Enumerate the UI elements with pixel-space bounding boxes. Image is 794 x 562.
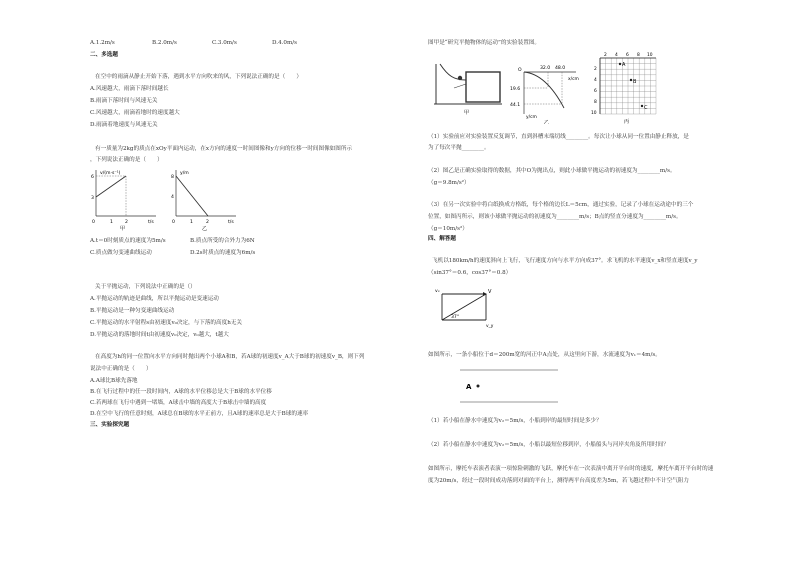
option: C.若两球在飞行中遇到一堵墙，A球击中墙的高度大于B球击中墙的高度	[90, 400, 267, 406]
sub-question: （1）实验前应对实验装置反复调节，直到斜槽末端切线________。每次让小球从同一位置由静止释放，是	[428, 134, 689, 140]
option-c: C.3.0m/s	[212, 40, 237, 46]
v-arrow	[442, 294, 486, 320]
origin-label: O	[518, 68, 522, 73]
grid-figure	[590, 50, 660, 124]
sub-question: （2）图乙是正确实验取得的数据，其中O为抛出点，则此小球做平抛运动的初速度为________m/s。	[428, 168, 676, 174]
y-axis-label: v/(m·s⁻¹)	[100, 171, 121, 176]
tick-label: 19.6	[510, 87, 521, 92]
question-stem: 如图所示，摩托车表演者表演一项惊险刺激的飞跃，摩托车在一次表演中离开平台时的速度，摩托车离开平台时的速	[428, 466, 714, 472]
question-stem: 在高度为h的同一位置向水平方向同时抛出两个小球A和B，若A球的初速度v_A大于B球的初速度v_B，则下列	[95, 354, 365, 360]
figure-caption: 甲	[120, 226, 126, 232]
question-stem: （sin37°＝0.6，cos37°＝0.8）	[428, 270, 512, 276]
trajectory-curve	[524, 72, 564, 108]
option: D.2s时质点的速度为6m/s	[190, 250, 256, 256]
sub-question: （1）若小船在静水中速度为v₂＝5m/s，小船到岸的最短时间是多少？	[428, 418, 602, 424]
option: B.平抛运动是一种匀变速曲线运动	[90, 308, 175, 314]
vx-label: vₓ	[435, 289, 440, 294]
option: A.A球比B球先落地	[90, 378, 138, 384]
tick-label: 8	[171, 175, 174, 180]
figure-caption: 甲	[464, 110, 470, 116]
option-b: B.2.0m/s	[152, 40, 177, 46]
tick-label: 6	[626, 53, 629, 58]
tick-label: 1	[110, 220, 113, 225]
tick-label: 3	[91, 196, 94, 201]
graph-line	[176, 176, 208, 216]
section-heading-3: 三、实验探究题	[90, 422, 130, 428]
point-label: B	[633, 79, 637, 85]
apparatus-figure	[430, 54, 506, 116]
point-a-marker	[477, 385, 480, 388]
grid-lines	[600, 58, 656, 114]
y-axis-label: y/cm	[526, 115, 537, 120]
tick-label: 4	[615, 53, 618, 58]
tick-label: 44.1	[510, 103, 521, 108]
sub-question: （3）在另一次实验中将白纸换成方格纸，每个格的边长L＝5cm，通过实验，记录了小球在运动途中的三个	[428, 202, 694, 208]
option: C.质点做匀变速曲线运动	[90, 250, 152, 256]
question-stem: 度为20m/s，经过一段时间成功落到对面的平台上，测得两平台高度差为5m，若飞越过程中不计空气阻力	[428, 478, 689, 484]
y-axis-label: y/m	[180, 171, 189, 176]
experiment-intro: 图甲是“研究平抛物体的运动”的实验装置图。	[428, 40, 541, 46]
support	[454, 84, 466, 88]
option: B.质点所受的合外力为6N	[190, 238, 255, 244]
sub-question: （g＝9.8m/s²）	[428, 180, 470, 186]
question-stem: 说法中正确的是（ ）	[90, 366, 152, 372]
question-stem: 有一质量为2kg的质点在xOy平面内运动，在x方向的速度一时间图像和y方向的位移一时间图像如图所示	[95, 146, 353, 152]
option: C.风速越大，雨滴着地时的速度越大	[90, 110, 180, 116]
question-stem: 如图所示，一条小船位于d＝200m宽的河正中A点处，从这里向下游，水流速度为v₁＝4m/s。	[428, 352, 661, 358]
v-label: V	[488, 289, 492, 295]
tick-label: 6	[594, 89, 597, 94]
tick-label: 2	[604, 53, 607, 58]
tick-label: 2	[594, 67, 597, 72]
point-label: C	[644, 105, 648, 111]
tick-label: 2	[125, 220, 128, 225]
question-stem: ，下列说法正确的是（ ）	[90, 157, 163, 163]
board-frame	[466, 72, 500, 102]
tick-label: 6	[91, 175, 94, 180]
section-heading-4: 四、解答题	[428, 236, 456, 242]
option: B.在飞行过程中的任一段时间内，A球的水平位移总是大于B球的水平位移	[90, 389, 272, 395]
sub-question: （g＝10m/s²）	[428, 226, 468, 232]
point-c-marker	[641, 105, 643, 107]
sub-question: 位置，如图丙所示，则该小球做平抛运动的初速度为________m/s；B点的竖直分速度为________m/s。	[428, 214, 682, 220]
x-axis-label: t/s	[228, 220, 234, 225]
option: C.平抛运动的水平射程s由初速度v₀决定，与下落的高度h无关	[90, 320, 242, 326]
tick-label: 0	[92, 220, 95, 225]
option-a: A.1.2m/s	[90, 40, 115, 46]
option: A.t＝0时刻质点的速度为5m/s	[90, 238, 166, 244]
sub-question: （2）若小船在静水中速度为v₂＝5m/s，小船以最短位移到岸，小船船头与河岸夹角及所用时间？	[428, 442, 669, 448]
tick-label: 10	[647, 53, 653, 58]
sub-question: 为了每次平抛________。	[428, 145, 490, 151]
figure-caption: 乙	[202, 226, 208, 232]
x-axis-label: t/s	[148, 220, 154, 225]
angle-label: 37°	[451, 315, 460, 320]
trajectory-graph	[510, 58, 584, 124]
question-stem: 关于平抛运动，下列说法中正确的是（）	[95, 284, 196, 290]
tick-label: 4	[171, 195, 174, 200]
velocity-decomposition-figure	[434, 284, 494, 330]
river-figure	[430, 366, 560, 406]
tick-label: 1	[190, 220, 193, 225]
option-d: D.4.0m/s	[272, 40, 298, 46]
tick-label: 4	[594, 78, 597, 83]
tick-label: 32.0	[540, 66, 551, 71]
graph-line	[96, 176, 126, 197]
x-axis-label: x/cm	[568, 77, 579, 82]
vy-label: v_y	[486, 324, 494, 329]
point-a-label: A	[466, 383, 472, 391]
ball-icon	[458, 76, 462, 80]
tick-label: 10	[591, 111, 597, 116]
figure-caption: 乙	[544, 120, 550, 124]
displacement-time-graph	[168, 166, 240, 232]
tick-label: 0	[172, 220, 175, 225]
option: D.雨滴着地速度与风速无关	[90, 122, 158, 128]
tick-label: 48.0	[555, 66, 566, 71]
option: A.风速越大，雨滴下落时间越长	[90, 86, 169, 92]
section-heading-2: 二、多选题	[90, 52, 118, 58]
tick-label: 8	[594, 100, 597, 105]
tick-label: 8	[637, 53, 640, 58]
question-stem: 在空中的雨滴从静止开始下落，遇到水平方向吹来的风，下列说法正确的是（ ）	[95, 74, 302, 80]
option: B.雨滴下落时间与风速无关	[90, 98, 158, 104]
velocity-time-graph	[88, 166, 160, 232]
option: A.平抛运动的轨迹是曲线，所以平抛运动是变速运动	[90, 296, 219, 302]
tick-label: 2	[206, 220, 209, 225]
option: D.在空中飞行的任意时刻，A球总在B球的水平正前方，且A球的速率总是大于B球的速率	[90, 411, 309, 417]
point-label: A	[622, 62, 626, 68]
option: D.平抛运动的落地时间t由初速度v₀决定，v₀越大，t越大	[90, 332, 229, 338]
figure-caption: 丙	[624, 119, 630, 124]
question-stem: 飞机以180km/h的速度斜向上飞行，飞行速度方向与水平方向成37°。求飞机的水平速度v_x和竖直速度v_y	[432, 258, 698, 264]
point-b-marker	[630, 79, 632, 81]
point-a-marker	[619, 63, 621, 65]
